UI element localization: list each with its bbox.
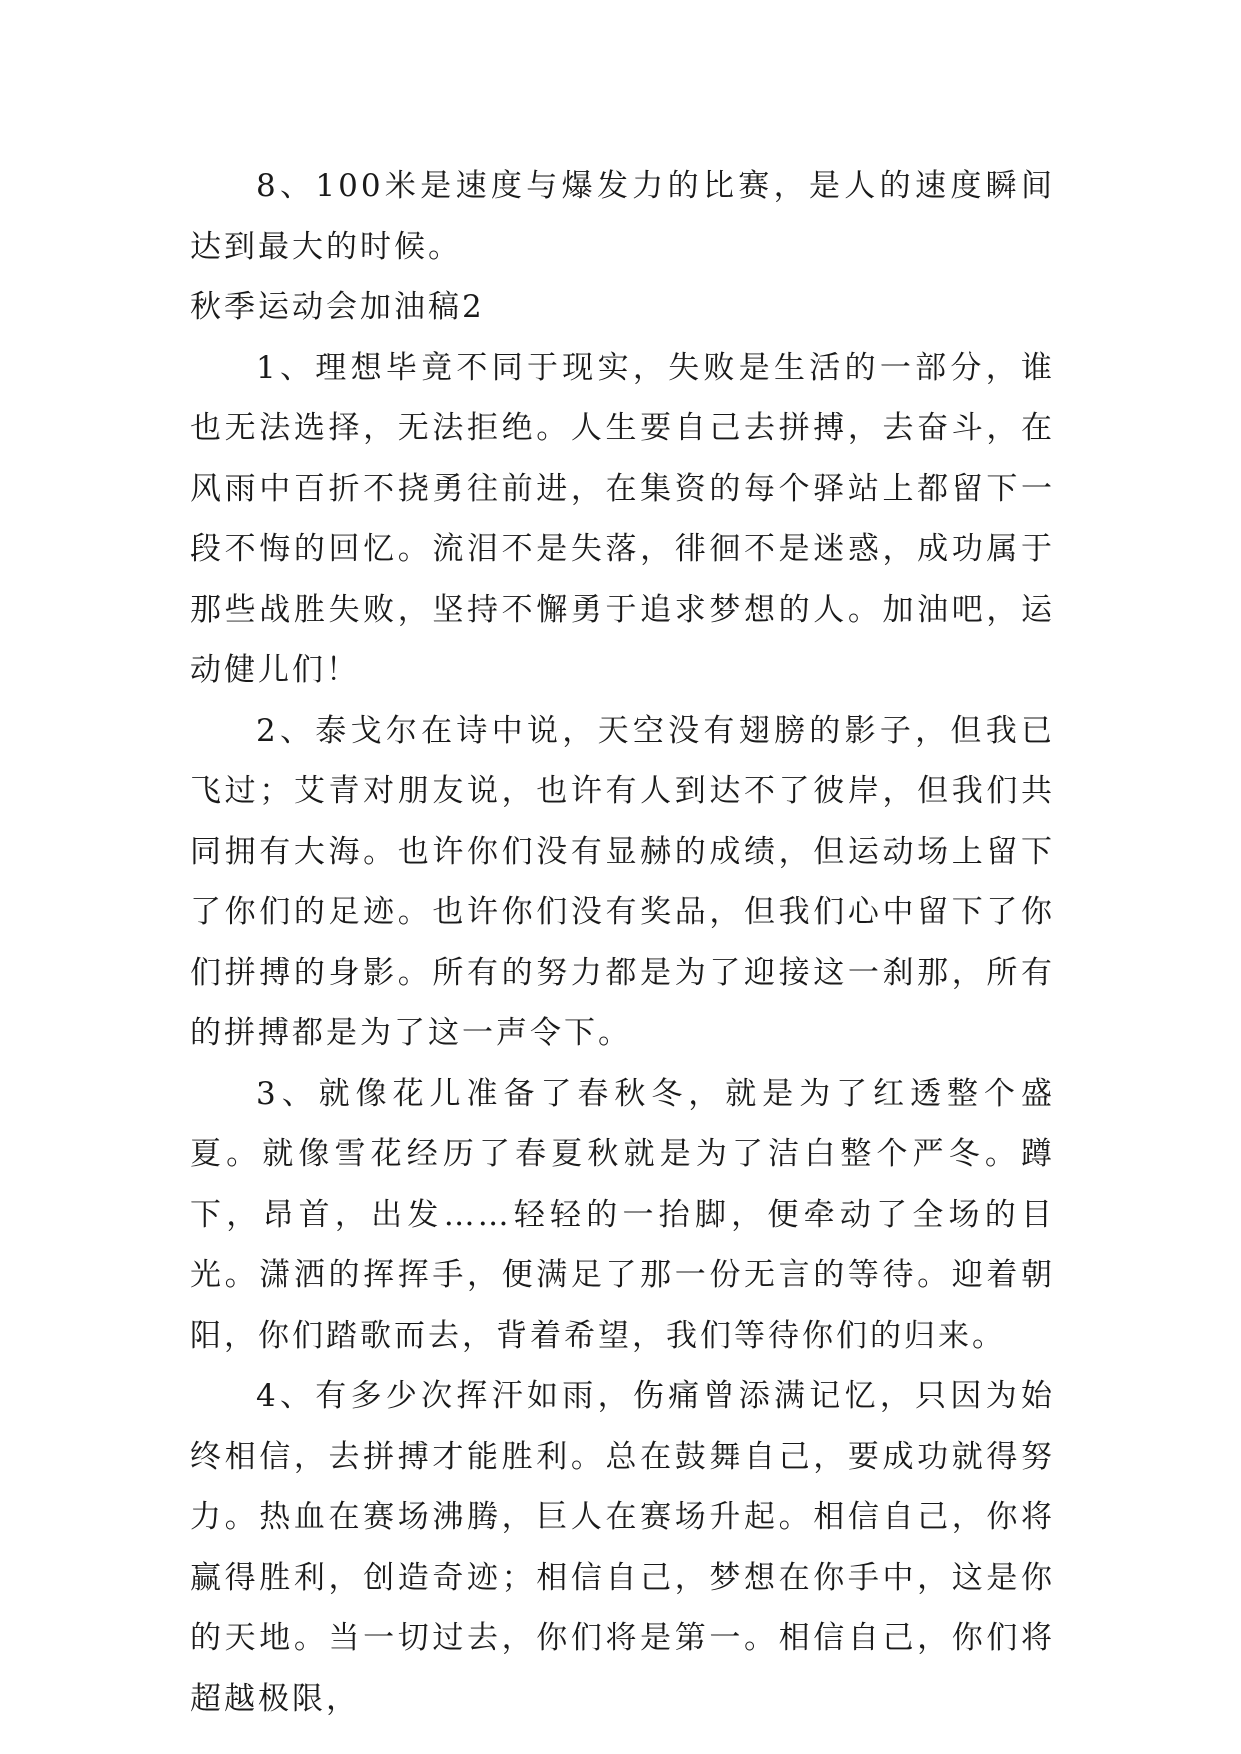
section-heading: 秋季运动会加油稿2 [190, 289, 485, 325]
document-body [190, 156, 1055, 1729]
paragraph-item-3: 3、就像花儿准备了春秋冬，就是为了红透整个盛夏。就像雪花经历了春夏秋就是为了洁白整个严冬。蹲下，昂首，出发……轻轻的一抬脚，便牵动了全场的目光。潇洒的挥挥手，便满足了那一份无言的等待。迎着朝阳，你们踏歌而去，背着希望，我们等待你们的归来。 [190, 1075, 1055, 1354]
paragraph-item-2: 2、泰戈尔在诗中说，天空没有翅膀的影子，但我已飞过；艾青对朋友说，也许有人到达不了彼岸，但我们共同拥有大海。也许你们没有显赫的成绩，但运动场上留下了你们的足迹。也许你们没有奖品，但我们心中留下了你们拼搏的身影。所有的努力都是为了迎接这一刹那，所有的拼搏都是为了这一声令下。 [190, 712, 1055, 1051]
paragraph-item-8: 8、100米是速度与爆发力的比赛，是人的速度瞬间达到最大的时候。 [190, 168, 1055, 265]
paragraph-item-1: 1、理想毕竟不同于现实，失败是生活的一部分，谁也无法选择，无法拒绝。人生要自己去拼搏，去奋斗，在风雨中百折不挠勇往前进，在集资的每个驿站上都留下一段不悔的回忆。流泪不是失落，徘徊不是迷惑，成功属于那些战胜失败，坚持不懈勇于追求梦想的人。加油吧，运动健儿们！ [190, 349, 1055, 688]
paragraph-item-4: 4、有多少次挥汗如雨，伤痛曾添满记忆，只因为始终相信，去拼搏才能胜利。总在鼓舞自己，要成功就得努力。热血在赛场沸腾，巨人在赛场升起。相信自己，你将赢得胜利，创造奇迹；相信自己，梦想在你手中，这是你的天地。当一切过去，你们将是第一。相信自己，你们将超越极限， [190, 1378, 1055, 1717]
